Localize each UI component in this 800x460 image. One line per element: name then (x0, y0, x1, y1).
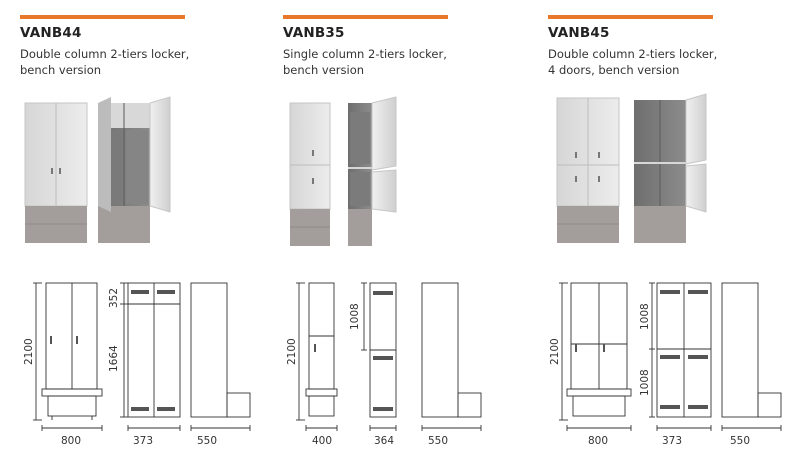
side-view (191, 283, 227, 417)
dim-depth: 550 (428, 435, 449, 447)
dim-tier-top: 1008 (349, 303, 361, 330)
side-view (722, 283, 758, 417)
dim-width: 800 (61, 435, 82, 447)
dim-depth-open: 373 (133, 435, 154, 447)
locker-photo-closed (290, 103, 330, 246)
dim-height: 2100 (549, 338, 561, 365)
product-code: VANB45 (548, 25, 610, 41)
dim-height: 2100 (23, 338, 35, 365)
locker-photo-open (634, 94, 706, 243)
dim-tier-top: 352 (108, 287, 120, 308)
dim-tier-top: 1008 (639, 303, 651, 330)
front-view (46, 283, 97, 389)
locker-photo-open (348, 97, 396, 246)
product-description: Double column 2-tiers locker, 4 doors, bench version (548, 47, 718, 77)
dim-tier-bottom: 1664 (108, 345, 120, 372)
product-code: VANB44 (20, 25, 82, 41)
vent-details (50, 287, 708, 411)
dim-height: 2100 (286, 338, 298, 365)
dim-width: 800 (588, 435, 609, 447)
dim-depth-open: 364 (374, 435, 395, 447)
side-view (422, 283, 458, 417)
dim-depth: 550 (730, 435, 751, 447)
dim-depth: 550 (197, 435, 218, 447)
dim-width: 400 (312, 435, 333, 447)
locker-photo-closed (557, 98, 619, 243)
dim-tier-bottom: 1008 (639, 369, 651, 396)
product-description: Single column 2-tiers locker, bench version (283, 47, 447, 77)
locker-photo-open (98, 97, 170, 243)
dim-depth-open: 373 (662, 435, 683, 447)
product-code: VANB35 (283, 25, 345, 41)
locker-photo-closed (25, 103, 87, 243)
product-description: Double column 2-tiers locker, bench version (20, 47, 190, 77)
